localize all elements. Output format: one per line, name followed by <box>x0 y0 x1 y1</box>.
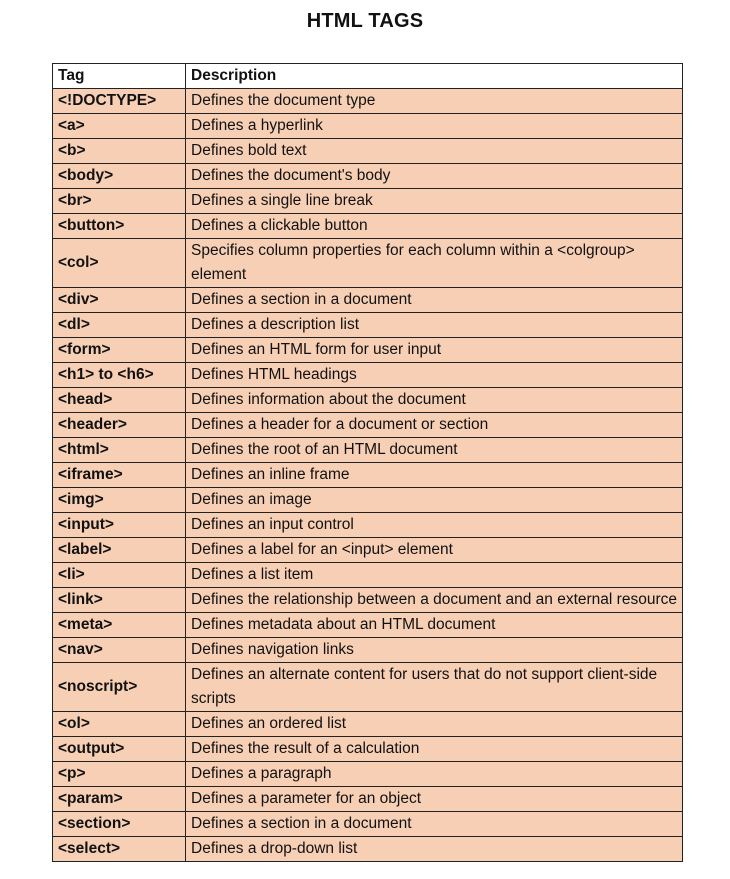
description-cell: Defines an ordered list <box>186 712 683 737</box>
tag-cell: <body> <box>53 164 186 189</box>
table-row <box>53 538 683 563</box>
tag-cell: <select> <box>53 837 186 862</box>
table-row <box>53 288 683 313</box>
description-cell: Defines a paragraph <box>186 762 683 787</box>
tag-cell: <label> <box>53 538 186 563</box>
column-header-tag: Tag <box>53 64 186 89</box>
table-row <box>53 812 683 837</box>
description-cell: Defines the root of an HTML document <box>186 438 683 463</box>
description-cell: Defines navigation links <box>186 638 683 663</box>
table-row <box>53 712 683 737</box>
description-cell: Defines bold text <box>186 139 683 164</box>
tag-cell: <output> <box>53 737 186 762</box>
page-title: HTML TAGS <box>306 10 424 32</box>
description-cell: Defines the document's body <box>186 164 683 189</box>
tag-cell: <p> <box>53 762 186 787</box>
description-cell: Defines a list item <box>186 563 683 588</box>
tag-cell: <header> <box>53 413 186 438</box>
description-cell: Defines a description list <box>186 313 683 338</box>
table-row <box>53 413 683 438</box>
table-row <box>53 338 683 363</box>
description-cell: Defines an inline frame <box>186 463 683 488</box>
tag-cell: <link> <box>53 588 186 613</box>
tag-cell: <br> <box>53 189 186 214</box>
description-cell: Specifies column properties for each column within a <colgroup> element <box>186 239 683 288</box>
table-row <box>53 787 683 812</box>
description-cell: Defines an HTML form for user input <box>186 338 683 363</box>
tag-cell: <col> <box>53 239 186 288</box>
tag-cell: <b> <box>53 139 186 164</box>
description-cell: Defines metadata about an HTML document <box>186 613 683 638</box>
table-body <box>53 89 683 862</box>
tag-cell: <button> <box>53 214 186 239</box>
table-row <box>53 388 683 413</box>
tag-cell: <li> <box>53 563 186 588</box>
tag-cell: <h1> to <h6> <box>53 363 186 388</box>
table-row <box>53 363 683 388</box>
tag-cell: <head> <box>53 388 186 413</box>
description-cell: Defines an image <box>186 488 683 513</box>
description-cell: Defines a header for a document or section <box>186 413 683 438</box>
description-cell: Defines the result of a calculation <box>186 737 683 762</box>
description-cell: Defines a section in a document <box>186 812 683 837</box>
table-row <box>53 239 683 288</box>
table-row <box>53 438 683 463</box>
description-cell: Defines a section in a document <box>186 288 683 313</box>
tag-cell: <a> <box>53 114 186 139</box>
description-cell: Defines the relationship between a document and an external resource <box>186 588 683 613</box>
tag-cell: <section> <box>53 812 186 837</box>
table-row <box>53 164 683 189</box>
table-row <box>53 114 683 139</box>
tag-cell: <!DOCTYPE> <box>53 89 186 114</box>
table-row <box>53 313 683 338</box>
tag-cell: <img> <box>53 488 186 513</box>
description-cell: Defines HTML headings <box>186 363 683 388</box>
description-cell: Defines a parameter for an object <box>186 787 683 812</box>
table-row <box>53 463 683 488</box>
table-row <box>53 189 683 214</box>
tag-cell: <input> <box>53 513 186 538</box>
table-row <box>53 663 683 712</box>
table-row <box>53 513 683 538</box>
table-row <box>53 737 683 762</box>
table-header-row <box>53 64 683 89</box>
description-cell: Defines a drop-down list <box>186 837 683 862</box>
table-row <box>53 563 683 588</box>
tag-cell: <html> <box>53 438 186 463</box>
tag-cell: <ol> <box>53 712 186 737</box>
column-header-description: Description <box>186 64 683 89</box>
tag-cell: <iframe> <box>53 463 186 488</box>
table-row <box>53 613 683 638</box>
table-row <box>53 139 683 164</box>
table-row <box>53 762 683 787</box>
tag-cell: <form> <box>53 338 186 363</box>
description-cell: Defines the document type <box>186 89 683 114</box>
description-cell: Defines information about the document <box>186 388 683 413</box>
html-tags-table <box>52 63 683 862</box>
tag-cell: <noscript> <box>53 663 186 712</box>
tag-cell: <param> <box>53 787 186 812</box>
table-row <box>53 588 683 613</box>
tag-cell: <div> <box>53 288 186 313</box>
tag-cell: <dl> <box>53 313 186 338</box>
table-row <box>53 837 683 862</box>
description-cell: Defines a clickable button <box>186 214 683 239</box>
tag-cell: <meta> <box>53 613 186 638</box>
table-row <box>53 488 683 513</box>
description-cell: Defines a hyperlink <box>186 114 683 139</box>
description-cell: Defines an alternate content for users that do not support client-side scripts <box>186 663 683 712</box>
table-row <box>53 89 683 114</box>
table-row <box>53 214 683 239</box>
description-cell: Defines a label for an <input> element <box>186 538 683 563</box>
table-row <box>53 638 683 663</box>
description-cell: Defines an input control <box>186 513 683 538</box>
tag-cell: <nav> <box>53 638 186 663</box>
description-cell: Defines a single line break <box>186 189 683 214</box>
